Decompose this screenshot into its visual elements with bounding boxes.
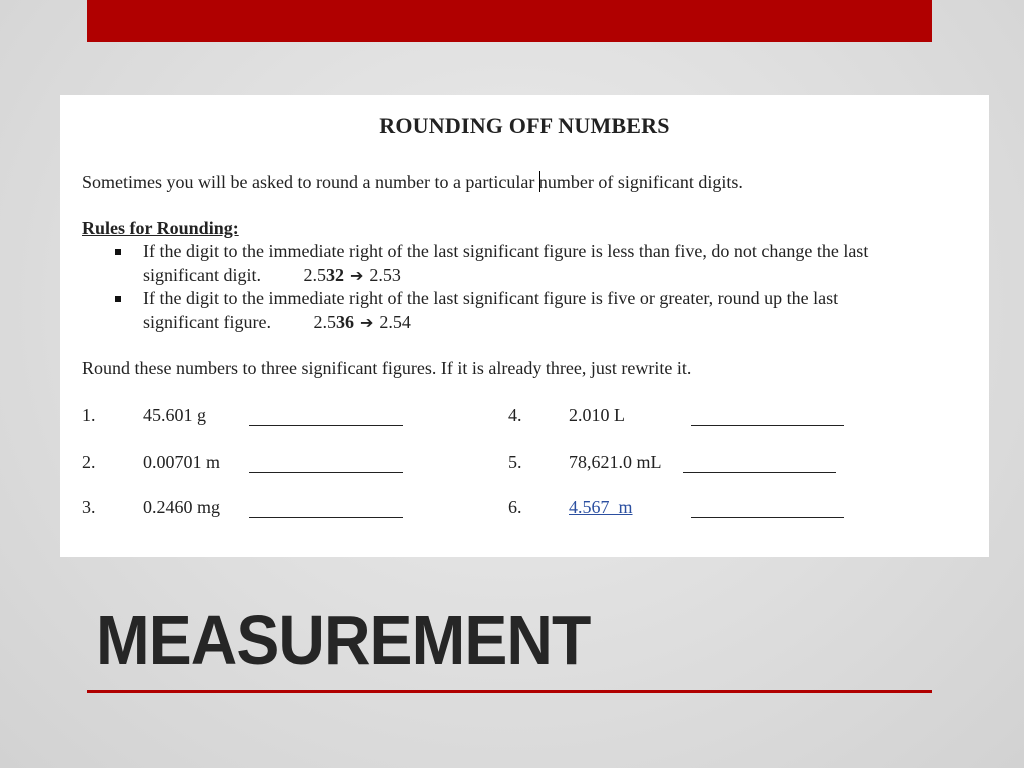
problem-number: 3. [82,497,96,517]
example-result: 2.53 [369,264,401,285]
rules-heading: Rules for Rounding: [82,218,239,238]
rounding-example [313,311,410,335]
rule-item [82,287,972,334]
bullet-icon [115,296,121,302]
rule-line1: If the digit to the immediate right of the last significant figure is less than five, do not change the last [143,241,869,261]
slide-title: MEASUREMENT [96,601,591,679]
problem-value-linked[interactable]: 4.567 m [569,497,633,517]
example-prefix: 2.5 [303,264,326,285]
right-arrow-icon: ➔ [359,312,374,332]
problem-value: 78,621.0 mL [569,452,662,472]
rule-line2 [143,264,972,288]
answer-blank[interactable] [249,425,403,426]
problem-number: 6. [508,497,522,517]
rule-line2 [143,311,972,335]
example-bold-digits: 36 [335,311,354,332]
answer-blank[interactable] [683,472,836,473]
right-arrow-icon: ➔ [349,265,364,285]
example-result: 2.54 [379,311,411,332]
problem-number: 4. [508,405,522,425]
problem-number: 1. [82,405,96,425]
instruction-text: Round these numbers to three significant figures. If it is already three, just rewrite it. [82,358,692,378]
problem-value: 0.00701 m [143,452,221,472]
bottom-accent-rule [87,690,932,693]
intro-text-part1: Sometimes you will be asked to round a number to a particular [82,172,539,192]
answer-blank[interactable] [691,517,844,518]
rule-line1: If the digit to the immediate right of the last significant figure is five or greater, round up the last [143,288,839,308]
answer-blank[interactable] [249,517,403,518]
example-bold-digits: 32 [325,264,344,285]
top-accent-bar [87,0,932,42]
document-intro [82,171,743,193]
rules-list [82,240,972,334]
intro-text-part2: number of significant digits. [538,172,743,192]
rule-item [82,240,972,287]
problem-value: 2.010 L [569,405,625,425]
problem-number: 5. [508,452,522,472]
bullet-icon [115,249,121,255]
problem-value: 0.2460 mg [143,497,221,517]
example-prefix: 2.5 [313,311,336,332]
rounding-example [303,264,400,288]
problem-value: 45.601 g [143,405,206,425]
answer-blank[interactable] [249,472,403,473]
document-image [60,95,989,557]
problem-number: 2. [82,452,96,472]
rule-line2-text: significant figure. [143,311,271,332]
answer-blank[interactable] [691,425,844,426]
document-title: ROUNDING OFF NUMBERS [379,113,670,138]
rule-line2-text: significant digit. [143,264,261,285]
